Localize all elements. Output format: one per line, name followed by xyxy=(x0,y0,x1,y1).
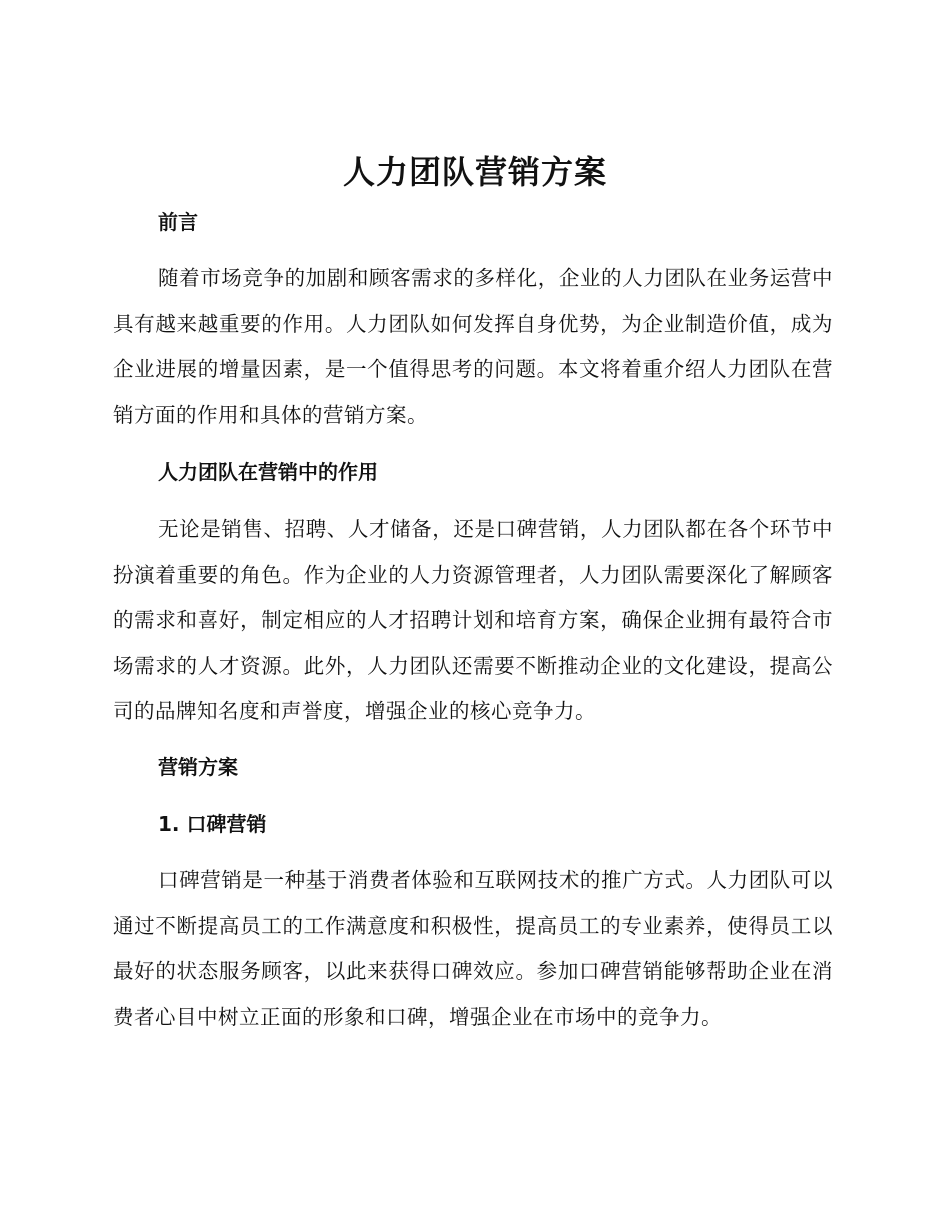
paragraph-role: 无论是销售、招聘、人才储备，还是口碑营销，人力团队都在各个环节中扮演着重要的角色。作为企业的人力资源管理者，人力团队需要深化了解顾客的需求和喜好，制定相应的人才招聘计划和培育方案，确保企业拥有最符合市场需求的人才资源。此外，人力团队还需要不断推动企业的文化建设，提高公司的品牌知名度和声誉度，增强企业的核心竞争力。 xyxy=(113,517,833,723)
section-heading-preface: 前言 xyxy=(158,210,198,234)
section-heading-plan: 营销方案 xyxy=(158,755,238,779)
paragraph-preface: 随着市场竞争的加剧和顾客需求的多样化，企业的人力团队在业务运营中具有越来越重要的作用。人力团队如何发挥自身优势，为企业制造价值，成为企业进展的增量因素，是一个值得思考的问题。本文将着重介绍人力团队在营销方面的作用和具体的营销方案。 xyxy=(113,266,833,427)
document-title: 人力团队营销方案 xyxy=(342,153,607,191)
subsection-heading-word-of-mouth: 1. 口碑营销 xyxy=(158,812,267,836)
section-heading-role: 人力团队在营销中的作用 xyxy=(158,460,378,484)
paragraph-word-of-mouth: 口碑营销是一种基于消费者体验和互联网技术的推广方式。人力团队可以通过不断提高员工的工作满意度和积极性，提高员工的专业素养，使得员工以最好的状态服务顾客，以此来获得口碑效应。参加口碑营销能够帮助企业在消费者心目中树立正面的形象和口碑，增强企业在市场中的竞争力。 xyxy=(113,868,833,1029)
